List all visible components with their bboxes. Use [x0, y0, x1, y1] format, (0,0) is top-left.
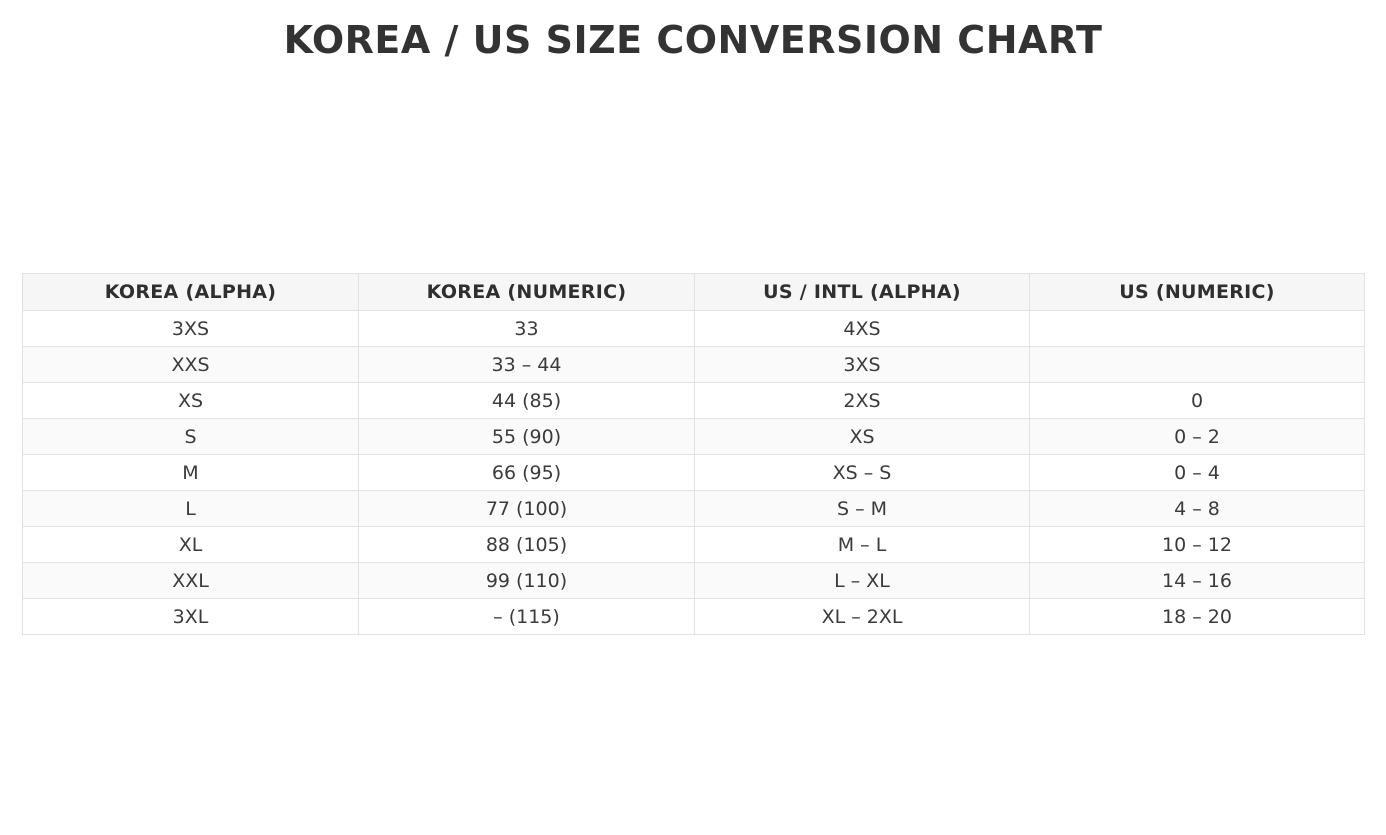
table-row — [23, 383, 1365, 419]
cell-us-intl-alpha: 3XS — [695, 347, 1030, 383]
column-header-korea-numeric: KOREA (NUMERIC) — [359, 274, 695, 311]
cell-korea-alpha: S — [23, 419, 359, 455]
cell-us-intl-alpha: XS – S — [695, 455, 1030, 491]
cell-us-numeric — [1030, 311, 1365, 347]
cell-korea-numeric: 33 — [359, 311, 695, 347]
cell-us-numeric: 4 – 8 — [1030, 491, 1365, 527]
cell-us-numeric: 0 – 2 — [1030, 419, 1365, 455]
cell-korea-numeric: 66 (95) — [359, 455, 695, 491]
cell-korea-alpha: XXS — [23, 347, 359, 383]
cell-us-intl-alpha: XL – 2XL — [695, 599, 1030, 635]
table-row — [23, 491, 1365, 527]
table-row — [23, 455, 1365, 491]
cell-korea-numeric: 99 (110) — [359, 563, 695, 599]
column-header-us-numeric: US (NUMERIC) — [1030, 274, 1365, 311]
cell-us-intl-alpha: M – L — [695, 527, 1030, 563]
cell-us-numeric: 10 – 12 — [1030, 527, 1365, 563]
table-row — [23, 527, 1365, 563]
cell-korea-numeric: 88 (105) — [359, 527, 695, 563]
table-row — [23, 347, 1365, 383]
table-row — [23, 563, 1365, 599]
cell-korea-alpha: 3XS — [23, 311, 359, 347]
cell-korea-numeric: 33 – 44 — [359, 347, 695, 383]
cell-korea-alpha: XL — [23, 527, 359, 563]
cell-us-numeric — [1030, 347, 1365, 383]
cell-us-intl-alpha: 4XS — [695, 311, 1030, 347]
cell-korea-alpha: M — [23, 455, 359, 491]
cell-us-numeric: 18 – 20 — [1030, 599, 1365, 635]
cell-korea-numeric: 44 (85) — [359, 383, 695, 419]
cell-us-numeric: 0 — [1030, 383, 1365, 419]
cell-korea-alpha: XS — [23, 383, 359, 419]
table-row — [23, 419, 1365, 455]
cell-korea-alpha: XXL — [23, 563, 359, 599]
cell-korea-numeric: 77 (100) — [359, 491, 695, 527]
cell-korea-alpha: 3XL — [23, 599, 359, 635]
table-header — [23, 274, 1365, 311]
cell-us-intl-alpha: L – XL — [695, 563, 1030, 599]
cell-us-numeric: 14 – 16 — [1030, 563, 1365, 599]
table-header-row — [23, 274, 1365, 311]
cell-us-numeric: 0 – 4 — [1030, 455, 1365, 491]
column-header-korea-alpha: KOREA (ALPHA) — [23, 274, 359, 311]
size-conversion-table — [22, 273, 1365, 635]
page-title: KOREA / US SIZE CONVERSION CHART — [283, 18, 1103, 62]
cell-us-intl-alpha: S – M — [695, 491, 1030, 527]
table-row — [23, 599, 1365, 635]
cell-korea-numeric: 55 (90) — [359, 419, 695, 455]
size-conversion-table-container — [22, 273, 1364, 635]
table-body — [23, 311, 1365, 635]
column-header-us-intl-alpha: US / INTL (ALPHA) — [695, 274, 1030, 311]
cell-us-intl-alpha: 2XS — [695, 383, 1030, 419]
cell-us-intl-alpha: XS — [695, 419, 1030, 455]
table-row — [23, 311, 1365, 347]
cell-korea-alpha: L — [23, 491, 359, 527]
cell-korea-numeric: – (115) — [359, 599, 695, 635]
